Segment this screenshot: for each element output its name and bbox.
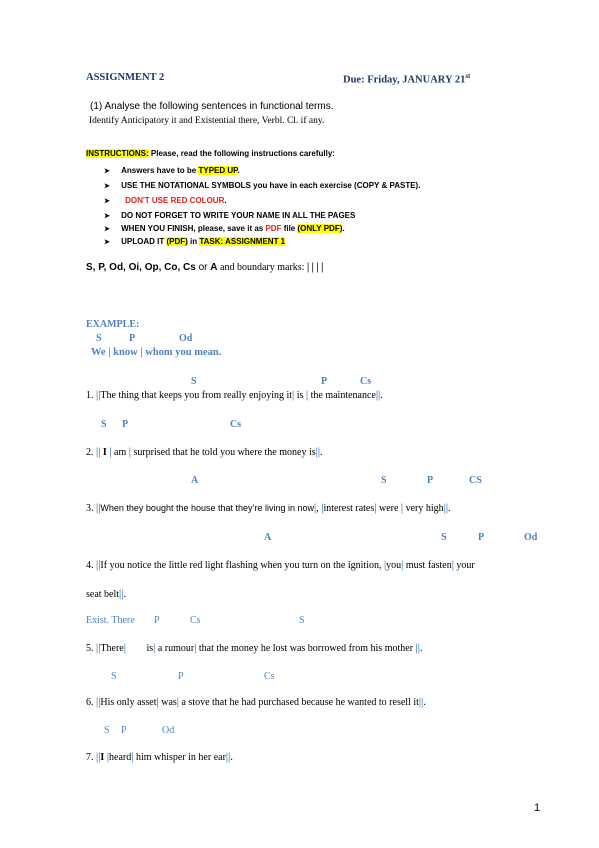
constituent: am xyxy=(114,447,127,458)
s5-tag-p: P xyxy=(154,615,160,626)
boundary-mark: | xyxy=(106,752,110,763)
s1-tag-s: S xyxy=(191,376,197,387)
symbols-line xyxy=(86,262,323,273)
boundary-mark: | xyxy=(305,390,309,401)
s4-tag-a: A xyxy=(264,532,272,543)
boundary-mark: | xyxy=(109,447,112,458)
instruction-emphasis: (PDF) xyxy=(166,237,188,246)
s2-tag-cs: Cs xyxy=(230,419,242,430)
constituent: is xyxy=(146,643,154,654)
example-word: whom you mean. xyxy=(145,347,222,358)
sentence-6: 6. ||His only asset| was| a stove that he had purchased because he wanted to resell it||. xyxy=(86,697,426,708)
constituent: If you notice the little red light flashing when you turn on the ignition, xyxy=(100,560,382,571)
due-date xyxy=(343,72,470,86)
s3-tag-p: P xyxy=(427,475,434,486)
constituent: surprised that he told you where the money is xyxy=(133,447,316,458)
sentence-number: 4. xyxy=(86,560,94,571)
boundary-mark: || xyxy=(415,643,420,654)
boundary-mark: | xyxy=(400,503,404,514)
boundary-mark: || xyxy=(96,697,101,708)
s3-tag-cs: CS xyxy=(469,475,482,486)
boundary-mark: || xyxy=(119,589,124,600)
boundary-mark: | xyxy=(128,447,131,458)
boundary-mark: | xyxy=(123,643,126,654)
sentence-number: 3. xyxy=(86,503,94,514)
symbol-a: A xyxy=(210,262,218,273)
instruction-item-5 xyxy=(104,224,345,233)
boundary-mark: | xyxy=(194,643,197,654)
boundary-mark: | xyxy=(176,697,179,708)
instruction-item-2 xyxy=(104,181,420,190)
s5-tag-s: S xyxy=(299,615,305,626)
boundary-mark: || xyxy=(443,503,449,514)
example-tag-s: S xyxy=(96,333,102,344)
sentence-number: 7. xyxy=(86,752,94,763)
s2-tag-s: S xyxy=(101,419,107,430)
instruction-mid: file xyxy=(281,224,298,233)
sentence-7: 7. ||I |heard| him whisper in her ear||. xyxy=(86,752,233,763)
boundary-mark: || xyxy=(96,447,101,458)
instruction-emphasis: TYPED UP xyxy=(198,166,238,175)
instruction-text: WHEN YOU FINISH, please, save it as xyxy=(121,224,266,233)
constituent: is xyxy=(296,390,304,401)
task-heading xyxy=(90,101,333,112)
task-number: (1) xyxy=(90,101,103,112)
boundary-mark: || xyxy=(96,752,101,763)
example-sentence xyxy=(91,347,221,358)
s6-tag-p: P xyxy=(178,671,184,682)
boundary-mark: | xyxy=(314,503,317,514)
s7-tag-s: S xyxy=(104,725,110,736)
constituent: must fasten xyxy=(405,560,452,571)
constituent: seat belt xyxy=(86,589,120,600)
constituent: a rumour xyxy=(157,643,195,654)
constituent: heard xyxy=(109,752,132,763)
constituent: a stove that he had purchased because he wanted to resell it xyxy=(181,697,419,708)
constituent: The thing that keeps you from really enjoying it xyxy=(100,390,293,401)
symbol-labels: S, P, Od, Oi, Op, Co, Cs xyxy=(86,262,196,273)
sentence-3: 3. ||When they bought the house that they’re living in now|, |interest rates| were | very high||. xyxy=(86,503,451,514)
bullet-arrow-icon: ➤ xyxy=(104,183,110,190)
example-tag-od: Od xyxy=(179,333,193,344)
boundary-marks: | | | | xyxy=(306,262,324,273)
s3-tag-a: A xyxy=(191,475,199,486)
boundary-mark: | xyxy=(321,503,324,514)
example-label: EXAMPLE: xyxy=(86,319,140,330)
instruction-emphasis: (ONLY PDF) xyxy=(297,224,343,233)
instruction-text: UPLOAD IT xyxy=(121,237,167,246)
sentence-number: 6. xyxy=(86,697,94,708)
boundary-mark: || xyxy=(96,643,101,654)
instruction-item-6 xyxy=(104,237,285,246)
bullet-arrow-icon: ➤ xyxy=(104,213,110,220)
symbols-or: or xyxy=(195,262,211,273)
sentence-number: 5. xyxy=(86,643,94,654)
boundary-mark: | xyxy=(140,347,143,358)
constituent: you xyxy=(386,560,402,571)
constituent: I xyxy=(100,752,105,763)
constituent: that the money he lost was borrowed from his mother xyxy=(198,643,414,654)
instruction-text: USE THE NOTATIONAL SYMBOLS you have in each exercise (COPY & PASTE). xyxy=(121,181,421,190)
constituent: There xyxy=(100,643,124,654)
s6-tag-cs: Cs xyxy=(264,671,275,682)
example-word: We xyxy=(91,347,106,358)
instruction-red: PDF xyxy=(265,224,282,233)
punct: , xyxy=(316,503,322,514)
instruction-text: Answers have to be xyxy=(121,166,199,175)
boundary-mark: | xyxy=(401,560,404,571)
bullet-arrow-icon: ➤ xyxy=(104,239,110,246)
s1-tag-cs: Cs xyxy=(360,376,372,387)
instruction-mid: in xyxy=(187,237,200,246)
example-word: know xyxy=(113,347,138,358)
instruction-item-3 xyxy=(104,196,227,205)
sentence-5: 5. ||There| is| a rumour| that the money he lost was borrowed from his mother ||. xyxy=(86,643,423,654)
boundary-mark: || xyxy=(96,560,101,571)
instruction-suffix: . xyxy=(237,166,240,175)
s4-tag-p: P xyxy=(478,532,485,543)
page-number: 1 xyxy=(534,802,541,814)
due-text: Due: Friday, JANUARY 21 xyxy=(343,74,466,86)
boundary-mark: | xyxy=(374,503,377,514)
assignment-title: ASSIGNMENT 2 xyxy=(86,72,165,83)
instructions-label: INSTRUCTIONS: xyxy=(86,149,149,158)
boundary-mark: | xyxy=(383,560,387,571)
s7-tag-od: Od xyxy=(162,725,175,736)
s4-tag-od: Od xyxy=(524,532,538,543)
constituent: His only asset xyxy=(100,697,157,708)
instructions-lead: Please, read the following instructions carefully: xyxy=(148,149,335,158)
sentence-1: 1. ||The thing that keeps you from really enjoying it| is | the maintenance||. xyxy=(86,390,383,401)
constituent: was xyxy=(161,697,177,708)
due-sup: st xyxy=(465,72,471,80)
sentence-4 xyxy=(86,560,475,571)
s5-tag-cs: Cs xyxy=(190,615,201,626)
bullet-arrow-icon: ➤ xyxy=(104,168,110,175)
constituent: him whisper in her ear xyxy=(135,752,226,763)
s5-tag-exist-there: Exist. There xyxy=(86,615,135,626)
s6-tag-s: S xyxy=(111,671,117,682)
boundary-mark: || xyxy=(96,390,101,401)
boundary-mark: | xyxy=(153,643,156,654)
boundary-mark: | xyxy=(451,560,454,571)
constituent: the maintenance xyxy=(308,390,376,401)
bullet-arrow-icon: ➤ xyxy=(104,226,110,233)
s7-tag-p: P xyxy=(121,725,127,736)
s2-tag-p: P xyxy=(122,419,129,430)
sentence-number: 2. xyxy=(86,447,94,458)
constituent: your xyxy=(456,560,475,571)
instruction-emphasis-2: TASK: ASSIGNMENT 1 xyxy=(199,237,286,246)
instruction-text: DON'T USE RED COLOUR xyxy=(125,196,225,205)
constituent: interest rates xyxy=(323,503,375,514)
constituent: very high xyxy=(405,503,444,514)
boundary-mark: | xyxy=(156,697,159,708)
sentence-number: 1. xyxy=(86,390,94,401)
example-tag-p: P xyxy=(129,333,136,344)
instruction-item-1 xyxy=(104,166,240,175)
instructions-heading xyxy=(86,149,335,158)
constituent: I xyxy=(102,447,107,458)
boundary-mark: || xyxy=(418,697,424,708)
instruction-item-4 xyxy=(104,211,355,220)
symbols-rest: and boundary marks: xyxy=(217,262,307,273)
boundary-mark: || xyxy=(225,752,231,763)
s3-tag-s: S xyxy=(381,475,387,486)
boundary-mark: | xyxy=(131,752,134,763)
instruction-suffix: . xyxy=(224,196,227,205)
s1-tag-p: P xyxy=(321,376,328,387)
sentence-4-continued: seat belt||. xyxy=(86,589,126,600)
instruction-suffix: . xyxy=(342,224,345,233)
boundary-mark: || xyxy=(375,390,381,401)
s4-tag-s: S xyxy=(441,532,447,543)
constituent: were xyxy=(378,503,399,514)
boundary-mark: | xyxy=(108,347,111,358)
bullet-arrow-icon: ➤ xyxy=(104,198,110,205)
task-subtitle: Identify Anticipatory it and Existential there, Verbl. Cl. if any. xyxy=(89,116,325,126)
instruction-text: DO NOT FORGET TO WRITE YOUR NAME IN ALL THE PAGES xyxy=(121,211,356,220)
boundary-mark: || xyxy=(315,447,321,458)
sentence-2: 2. || I | am | surprised that he told you where the money is||. xyxy=(86,447,323,458)
task-title: Analyse the following sentences in functional terms. xyxy=(104,101,334,112)
boundary-mark: || xyxy=(96,503,101,514)
boundary-mark: | xyxy=(292,390,295,401)
constituent: When they bought the house that they’re living in now xyxy=(100,503,315,513)
